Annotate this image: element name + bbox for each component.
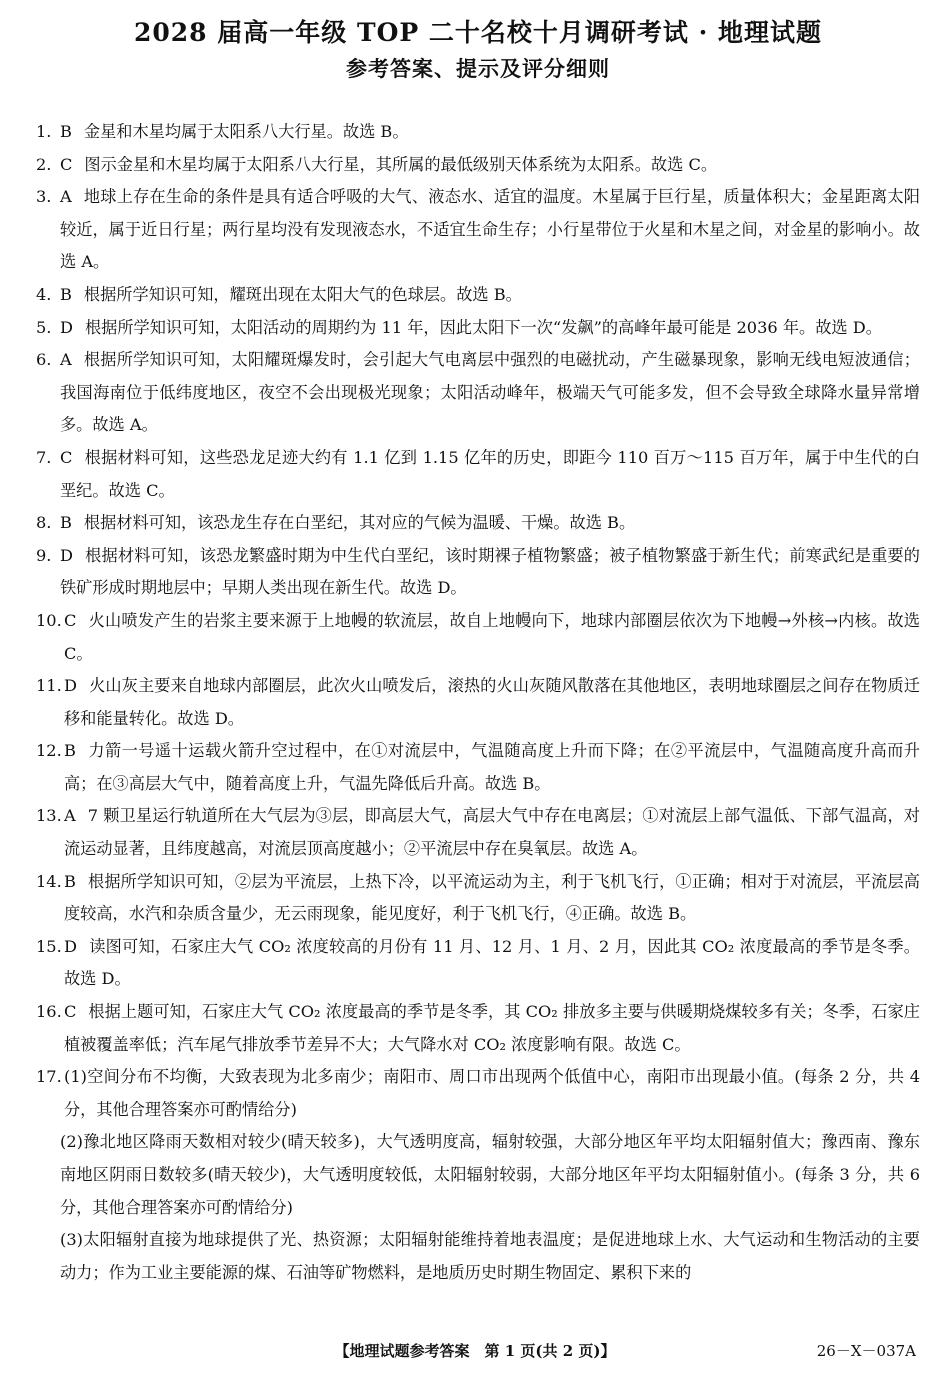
answer-explanation: 金星和木星均属于太阳系八大行星。故选 B。 [83, 122, 409, 141]
answer-choice: A [60, 350, 72, 370]
answer-item-17-part-2: (2)豫北地区降雨天数相对较少(晴天较多)，大气透明度高，辐射较强，大部分地区年平均太阳辐射值大；豫西南、豫东南地区阴雨日数较多(晴天较少)，大气透明度较低，太阳辐射较弱，大部分地区年平均太阳辐射值小。(每条 3 分，共 6 分，其他合理答案亦可酌情给分) [60, 1132, 920, 1217]
answer-explanation: 根据所学知识可知，耀斑出现在太阳大气的色球层。故选 B。 [83, 284, 522, 304]
answer-item-14 [36, 866, 920, 931]
answer-item-10 [36, 605, 920, 670]
answer-choice: C [64, 610, 77, 630]
answer-choice: A [64, 806, 76, 826]
answer-explanation: 地球上存在生命的条件是具有适合呼吸的大气、液态水、适宜的温度。木星属于巨行星，质量体积大；金星距离太阳较近，属于近日行星；两行星均没有发现液态水，不适宜生命生存；小行星带位于火星和木星之间，对金星的影响小。故选 A。 [60, 187, 920, 272]
answer-list [36, 116, 920, 1289]
answer-item-17-part-3: (3)太阳辐射直接为地球提供了光、热资源；太阳辐射能维持着地表温度；是促进地球上水、大气运动和生物活动的主要动力；作为工业主要能源的煤、石油等矿物燃料，是地质历史时期生物固定、累积下来的 [60, 1230, 920, 1282]
answer-explanation: 7 颗卫星运行轨道所在大气层为③层，即高层大气，高层大气中存在电离层；①对流层上部气温低、下部气温高，对流运动显著，且纬度越高，对流层顶高度越小；②平流层中存在臭氧层。故选 A。 [64, 806, 920, 859]
answer-explanation: 根据上题可知，石家庄大气 CO₂ 浓度最高的季节是冬季，其 CO₂ 排放多主要与供暖期烧煤较多有关；冬季，石家庄植被覆盖率低；汽车尾气排放季节差异不大；大气降水对 CO₂ 浓度影响有限。故选 C。 [64, 1002, 920, 1054]
question-number: 14. [36, 871, 62, 891]
answer-choice: B [60, 122, 72, 141]
question-number: 1. [36, 122, 52, 141]
answer-choice: B [64, 871, 76, 891]
answer-part-1: (1)空间分布不均衡，大致表现为北多南少；南阳市、周口市出现两个低值中心，南阳市出现最小值。(每条 2 分，共 4 分，其他合理答案亦可酌情给分) [64, 1067, 920, 1119]
answer-item-9 [36, 540, 920, 605]
page-subtitle: 参考答案、提示及评分细则 [346, 56, 610, 81]
answer-explanation: 根据材料可知，该恐龙繁盛时期为中生代白垩纪，该时期裸子植物繁盛；被子植物繁盛于新生代；前寒武纪是重要的铁矿形成时期地层中；早期人类出现在新生代。故选 D。 [60, 545, 920, 598]
answer-choice: B [60, 284, 72, 304]
answer-item-1 [36, 116, 920, 149]
question-number: 10. [36, 610, 62, 630]
page-title: 2028 届高一年级 TOP 二十名校十月调研考试 · 地理试题 [134, 18, 822, 47]
question-number: 13. [36, 806, 62, 826]
answer-explanation: 读图可知，石家庄大气 CO₂ 浓度较高的月份有 11 月、12 月、1 月、2 月，因此其 CO₂ 浓度最高的季节是冬季。故选 D。 [64, 936, 920, 989]
answer-item-4 [36, 279, 920, 312]
question-number: 7. [36, 447, 52, 467]
answer-choice: B [60, 513, 72, 533]
question-number: 17. [36, 1067, 62, 1087]
footer-page-info: 【地理试题参考答案 第 1 页(共 2 页)】 [334, 1342, 616, 1360]
answer-item-11 [36, 670, 920, 735]
answer-explanation: 根据材料可知，该恐龙生存在白垩纪，其对应的气候为温暖、干燥。故选 B。 [83, 513, 636, 533]
answer-explanation: 根据所学知识可知，太阳活动的周期约为 11 年，因此太阳下一次“发飙”的高峰年最可能是 2036 年。故选 D。 [84, 317, 882, 337]
question-number: 8. [36, 513, 52, 533]
answer-choice: C [64, 1002, 77, 1022]
answer-choice: D [60, 545, 73, 565]
question-number: 9. [36, 545, 52, 565]
answer-choice: D [64, 936, 77, 956]
answer-item-17 [36, 1061, 920, 1126]
question-number: 16. [36, 1002, 62, 1022]
question-number: 5. [36, 317, 52, 337]
answer-choice: D [60, 317, 73, 337]
question-number: 2. [36, 154, 52, 174]
answer-explanation: 根据材料可知，这些恐龙足迹大约有 1.1 亿到 1.15 亿年的历史，即距今 110 百万～115 百万年，属于中生代的白垩纪。故选 C。 [60, 447, 920, 500]
question-number: 6. [36, 350, 52, 370]
question-number: 12. [36, 741, 62, 761]
answer-choice: D [64, 676, 77, 696]
answer-explanation: 图示金星和木星均属于太阳系八大行星，其所属的最低级别天体系统为太阳系。故选 C。 [84, 154, 718, 174]
answer-item-16 [36, 996, 920, 1061]
answer-item-3 [36, 181, 920, 279]
answer-item-7 [36, 442, 920, 507]
answer-explanation: 根据所学知识可知，太阳耀斑爆发时，会引起大气电离层中强烈的电磁扰动，产生磁暴现象，影响无线电短波通信；我国海南位于低纬度地区，夜空不会出现极光现象；太阳活动峰年，极端天气可能多发，但不会导致全球降水量异常增多。故选 A。 [60, 350, 920, 435]
answer-choice: B [64, 741, 76, 761]
question-number: 11. [36, 676, 62, 696]
answer-explanation: 火山喷发产生的岩浆主要来源于上地幔的软流层，故自上地幔向下，地球内部圈层依次为下地幔→外核→内核。故选 C。 [64, 610, 920, 663]
answer-explanation: 火山灰主要来自地球内部圈层，此次火山喷发后，滚热的火山灰随风散落在其他地区，表明地球圈层之间存在物质迁移和能量转化。故选 D。 [64, 676, 920, 728]
answer-item-12 [36, 735, 920, 800]
question-number: 3. [36, 187, 52, 207]
answer-item-8 [36, 507, 920, 540]
question-number: 15. [36, 936, 62, 956]
page-footer [0, 1336, 950, 1366]
answer-item-13 [36, 800, 920, 865]
answer-choice: C [60, 447, 73, 467]
question-number: 4. [36, 284, 52, 304]
answer-choice: C [60, 154, 73, 174]
answer-choice: A [60, 187, 72, 207]
answer-explanation: 根据所学知识可知，②层为平流层，上热下冷，以平流运动为主，利于飞机飞行，①正确；相对于对流层，平流层高度较高，水汽和杂质含量少，无云雨现象，能见度好，利于飞机飞行，④正确。故选 B。 [64, 871, 920, 924]
answer-item-5 [36, 312, 920, 345]
answer-item-2 [36, 149, 920, 182]
answer-item-15 [36, 931, 920, 996]
footer-code: 26－X－037A [816, 1342, 916, 1360]
answer-explanation: 力箭一号遥十运载火箭升空过程中，在①对流层中，气温随高度上升而下降；在②平流层中，气温随高度升高而升高；在③高层大气中，随着高度上升，气温先降低后升高。故选 B。 [64, 741, 920, 793]
answer-item-6 [36, 344, 920, 442]
